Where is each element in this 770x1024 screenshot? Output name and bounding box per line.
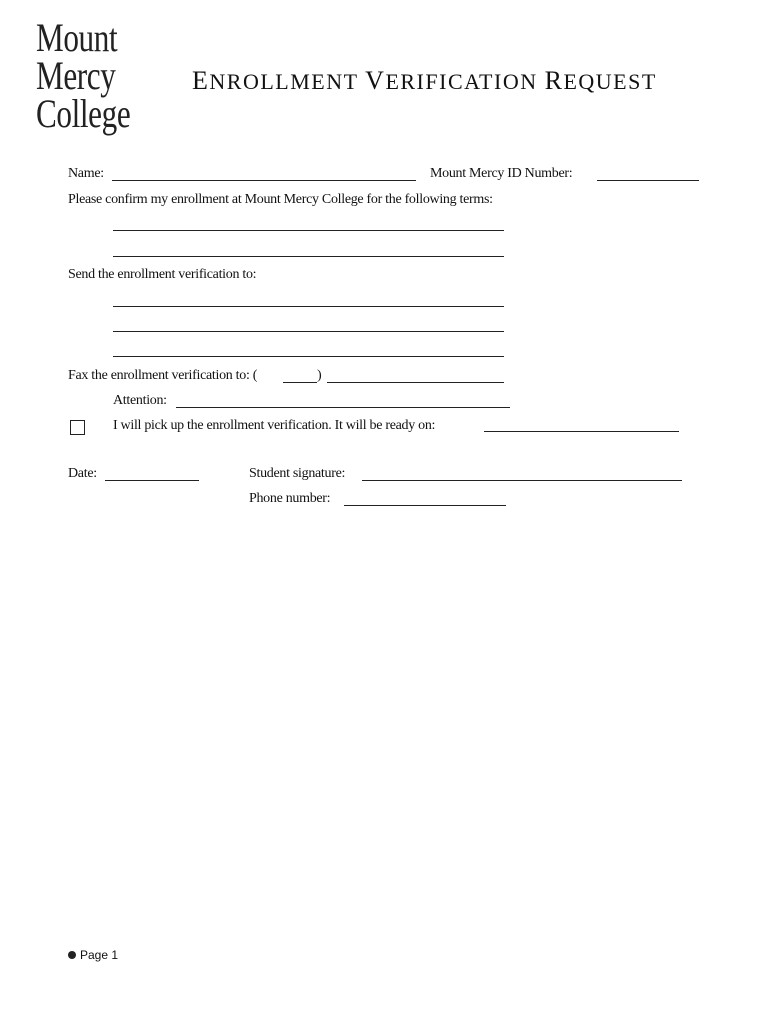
- fax-number-field[interactable]: [327, 382, 504, 383]
- date-label: Date:: [68, 466, 97, 481]
- page-title: [192, 66, 657, 96]
- title-cap-2: V: [365, 66, 386, 95]
- confirm-terms-text: Please confirm my enrollment at Mount Mercy College for the following terms:: [68, 192, 493, 207]
- signature-label: Student signature:: [249, 466, 346, 481]
- id-number-field[interactable]: [597, 180, 699, 181]
- term-field-2[interactable]: [113, 256, 504, 257]
- send-to-label: Send the enrollment verification to:: [68, 267, 257, 282]
- logo-line-1: Mount: [36, 15, 118, 60]
- bullet-icon: [68, 951, 76, 959]
- ready-date-field[interactable]: [484, 431, 679, 432]
- attention-field[interactable]: [176, 407, 510, 408]
- phone-label: Phone number:: [249, 491, 331, 506]
- phone-field[interactable]: [344, 505, 506, 506]
- signature-field[interactable]: [362, 480, 682, 481]
- page-footer: [68, 948, 118, 962]
- id-label: Mount Mercy ID Number:: [430, 166, 573, 181]
- page-number: Page 1: [80, 948, 119, 962]
- title-rest-2: ERIFICATION: [385, 69, 545, 94]
- title-rest-3: EQUEST: [563, 69, 657, 94]
- title-cap-1: E: [192, 66, 210, 95]
- address-field-2[interactable]: [113, 331, 504, 332]
- title-rest-1: NROLLMENT: [209, 69, 366, 94]
- attention-label: Attention:: [113, 393, 167, 408]
- date-field[interactable]: [105, 480, 199, 481]
- fax-area-code-field[interactable]: [283, 382, 317, 383]
- fax-paren-close: ): [317, 368, 322, 383]
- logo-line-3: College: [36, 91, 131, 136]
- title-cap-3: R: [544, 66, 564, 95]
- fax-label: Fax the enrollment verification to: (: [68, 368, 258, 383]
- address-field-3[interactable]: [113, 356, 504, 357]
- name-field[interactable]: [112, 180, 416, 181]
- name-label: Name:: [68, 166, 104, 181]
- address-field-1[interactable]: [113, 306, 504, 307]
- pickup-label: I will pick up the enrollment verification. It will be ready on:: [113, 418, 436, 433]
- pickup-checkbox[interactable]: [70, 420, 85, 435]
- term-field-1[interactable]: [113, 230, 504, 231]
- logo-line-2: Mercy: [36, 53, 116, 98]
